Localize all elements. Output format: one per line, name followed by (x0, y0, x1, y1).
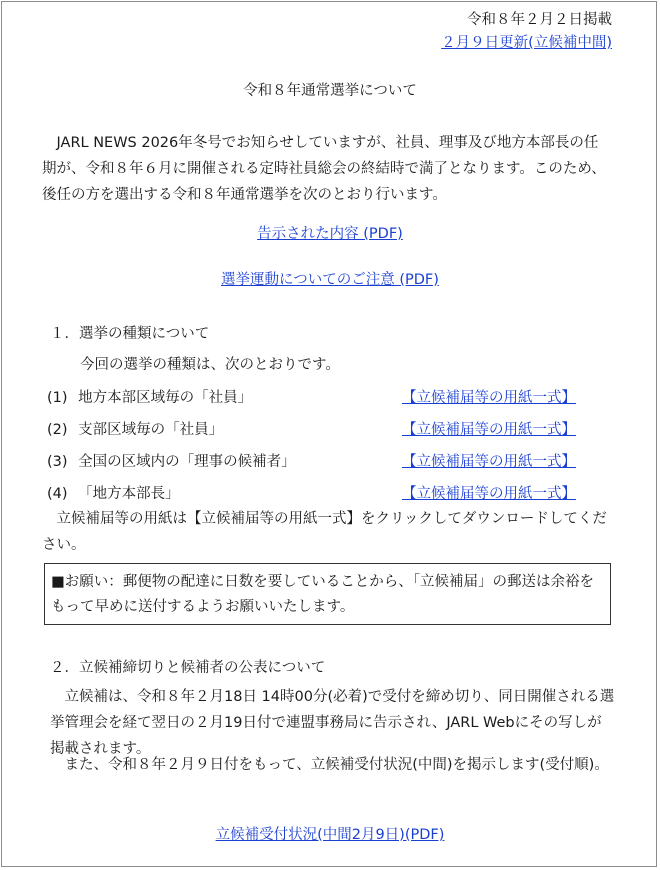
update-link[interactable]: ２月９日更新(立候補中間) (441, 35, 612, 51)
item-label: 支部区域毎の「社員」 (78, 422, 224, 438)
page-title: 令和８年通常選挙について (243, 83, 417, 99)
forms-link-3[interactable]: 【立候補届等の用紙一式】 (402, 454, 576, 470)
item-number: (3) (47, 454, 68, 470)
item-label: 地方本部区域毎の「社員」 (78, 390, 253, 406)
forms-link-1[interactable]: 【立候補届等の用紙一式】 (402, 390, 576, 406)
notice-pdf-link[interactable]: 告示された内容 (PDF) (257, 226, 403, 242)
item-label: 「地方本部長」 (78, 486, 180, 502)
notice-box: ■お願い：郵便物の配達に日数を要していることから、「立候補届」の郵送は余裕をもって早めに送付するようお願いいたします。 (44, 563, 611, 625)
section1-heading: １．選挙の種類について (50, 326, 210, 342)
campaign-pdf-link[interactable]: 選挙運動についてのご注意 (PDF) (221, 272, 439, 288)
intro-paragraph: JARL NEWS 2026年冬号でお知らせしていますが、社員、理事及び地方本部長の任期が、令和８年６月に開催される定時社員総会の終結時で満了となります。このため、後任の方を選出する令和８年通常選挙を次のとおり行います。 (42, 135, 606, 203)
section2-paragraph-2: また、令和８年２月９日付をもって、立候補受付状況(中間)を掲示します(受付順)。 (50, 757, 609, 773)
forms-link-2[interactable]: 【立候補届等の用紙一式】 (402, 422, 576, 438)
item-number: (2) (47, 422, 68, 438)
posted-date: 令和８年２月２日掲載 (467, 12, 612, 28)
item-label: 全国の区域内の「理事の候補者」 (78, 454, 296, 470)
forms-link-4[interactable]: 【立候補届等の用紙一式】 (402, 486, 576, 502)
list-item (47, 482, 180, 503)
section1-lead: 今回の選挙の種類は、次のとおりです。 (80, 357, 340, 373)
download-note: 立候補届等の用紙は【立候補届等の用紙一式】をクリックしてダウンロードしてください。 (42, 511, 607, 553)
item-number: (1) (47, 390, 68, 406)
section2-heading: ２．立候補締切りと候補者の公表について (50, 660, 326, 676)
list-item (47, 450, 296, 471)
candidate-status-pdf-link[interactable]: 立候補受付状況(中間2月9日)(PDF) (215, 827, 445, 843)
section2-paragraph-1: 立候補は、令和８年２月18日 14時00分(必着)で受付を締め切り、同日開催される選挙管理会を経て翌日の２月19日付で連盟事務局に告示され、JARL Webにその写しが掲載されます。 (50, 689, 615, 757)
item-number: (4) (47, 486, 68, 502)
list-item (47, 418, 223, 439)
list-item (47, 386, 252, 407)
